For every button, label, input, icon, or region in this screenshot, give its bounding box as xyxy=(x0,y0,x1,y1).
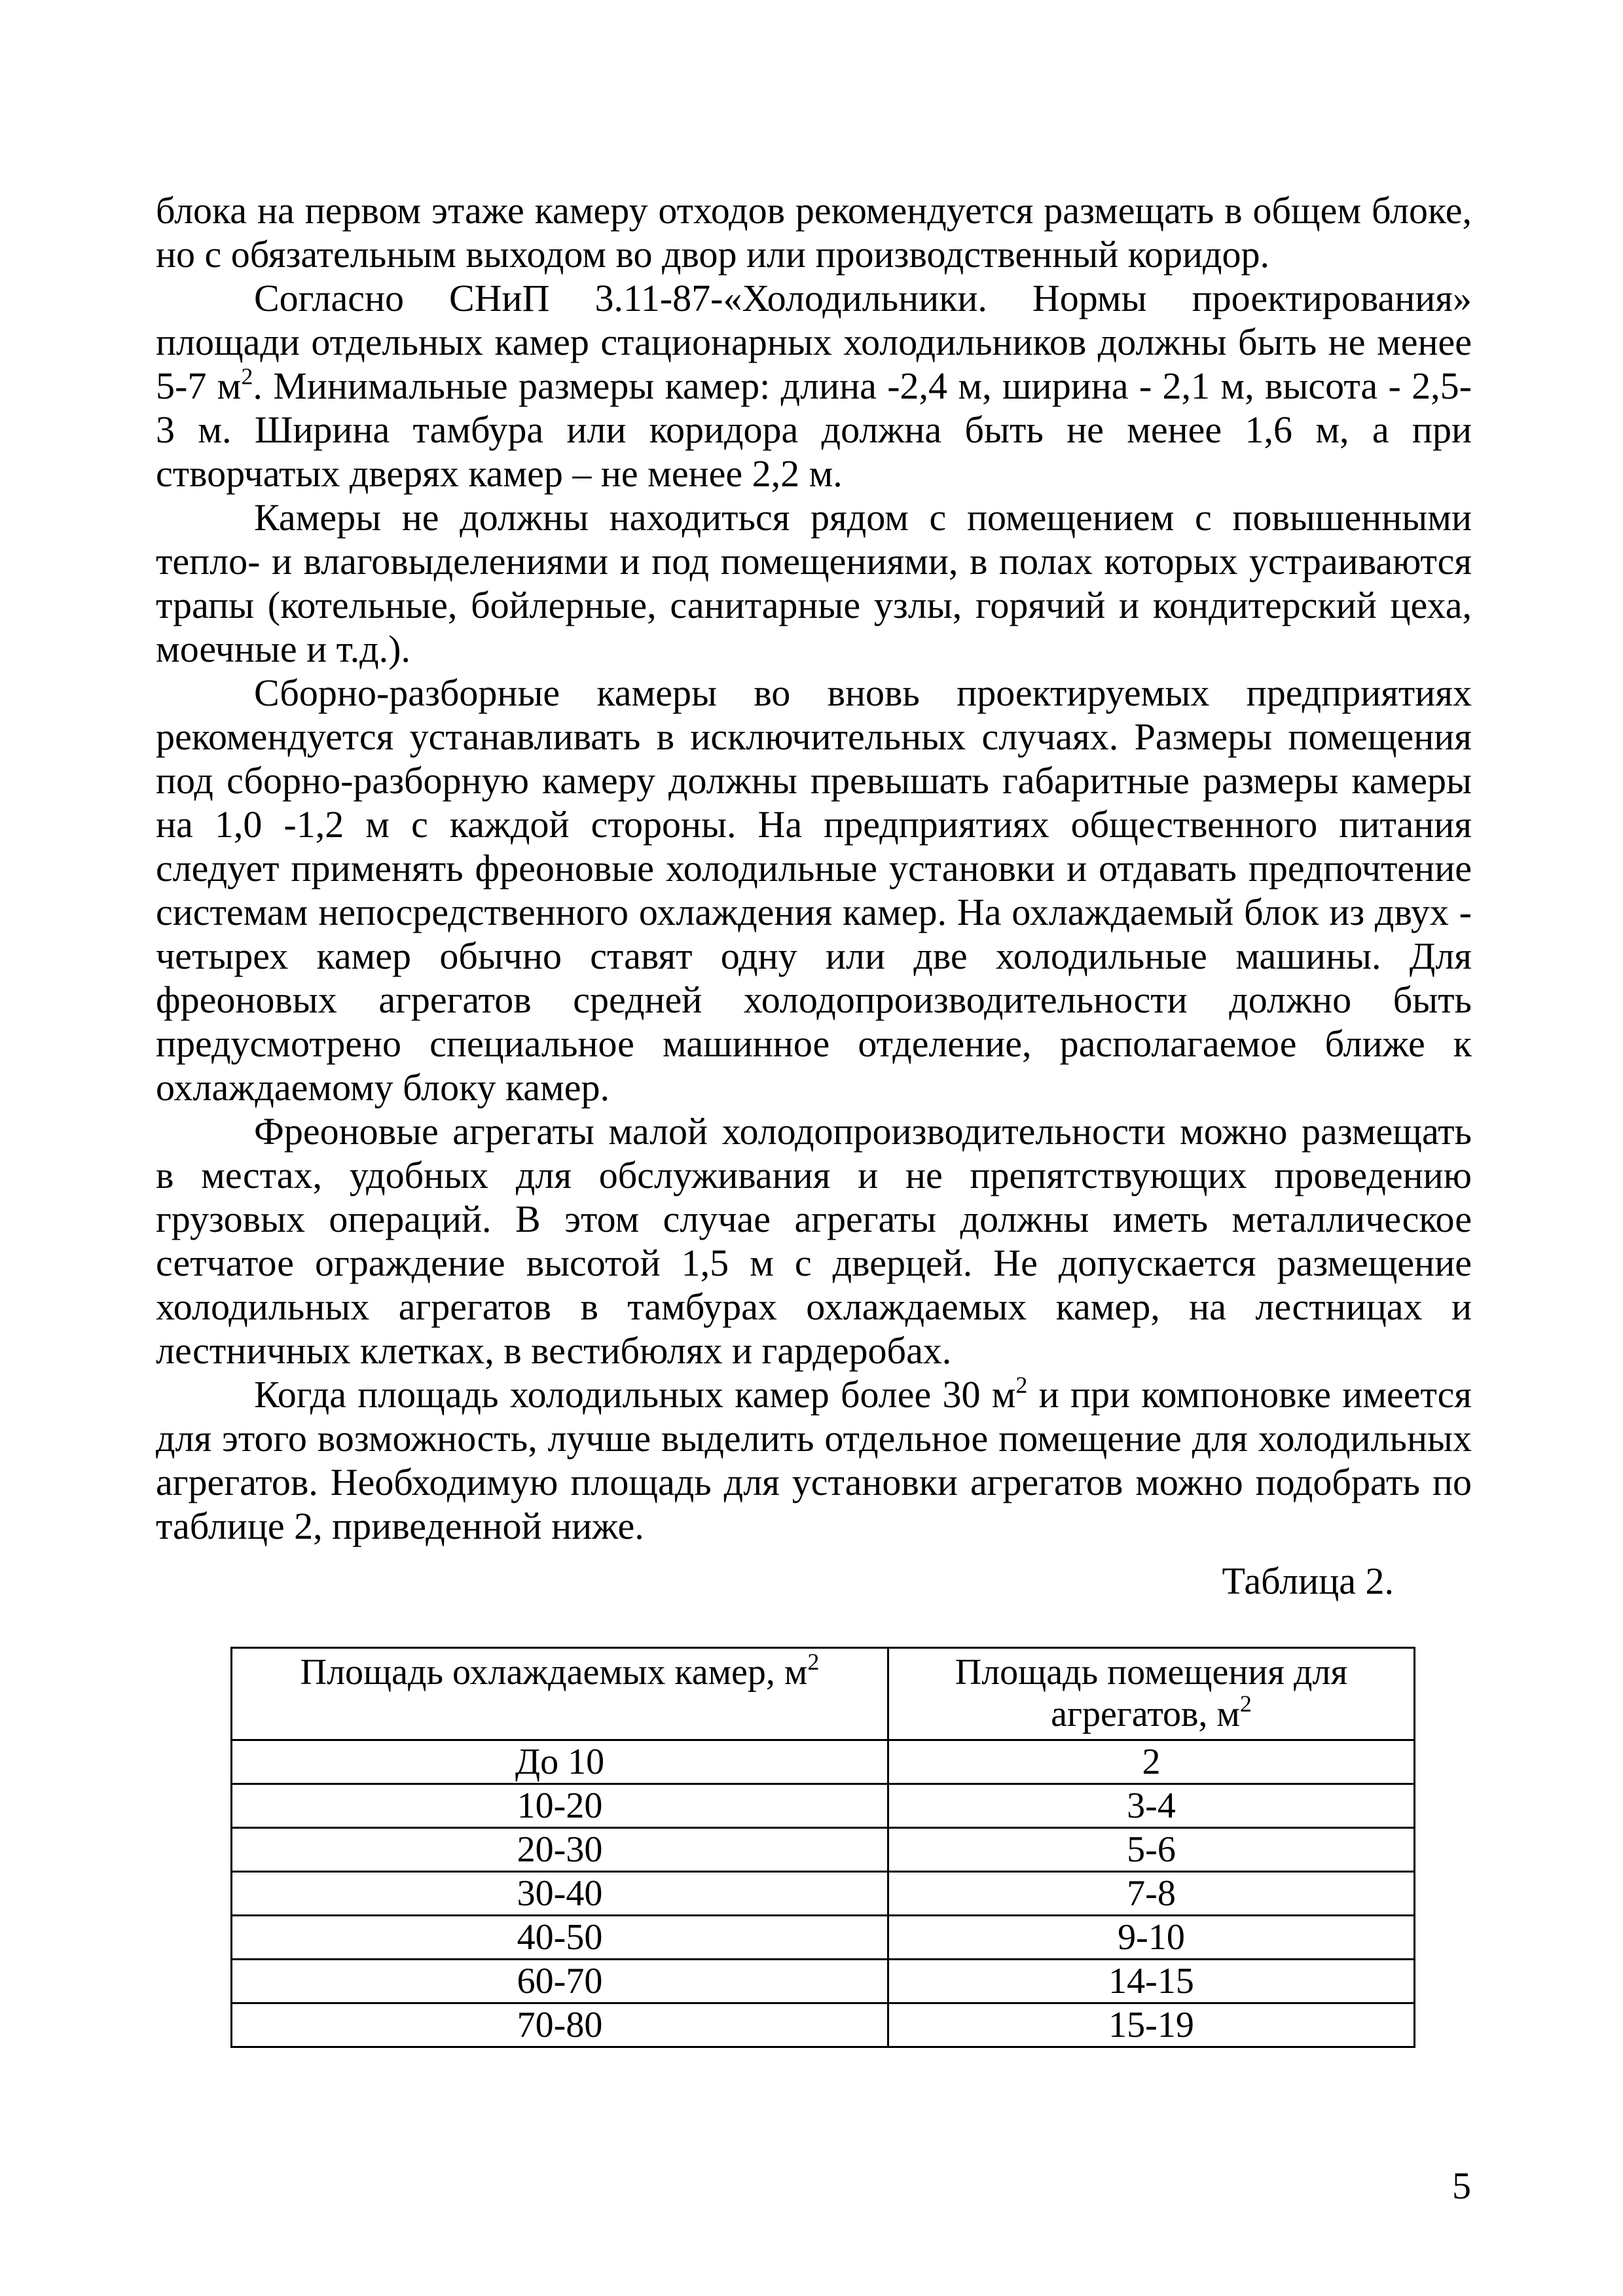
header-unit-room-area: Площадь помещения для агрегатов, $м^2$ xyxy=(888,1648,1415,1740)
paragraph-6-text: Когда площадь холодильных камер более 30 м xyxy=(254,1373,1016,1416)
table-row xyxy=(232,1872,1415,1916)
header-cooled-area: Площадь охлаждаемых камер, $м^2$ xyxy=(232,1648,888,1740)
paragraph-6-text-cont: и при компоновке имеется для этого возможность, лучше выделить отдельное помещение для холодильных агрегатов. Необходимую площадь для установки агрегатов можно подобрать по таблице 2, приведенной ниже. xyxy=(156,1373,1472,1547)
table-cell: 60-70 xyxy=(232,1960,888,2003)
table-cell: 10-20 xyxy=(232,1784,888,1828)
table-cell: 14-15 xyxy=(888,1960,1415,2003)
paragraph-5: Фреоновые агрегаты малой холодопроизводительности можно размещать в местах, удобных для обслуживания и не препятствующих проведению грузовых операций. В этом случае агрегаты должны иметь металлическое сетчатое ограждение высотой 1,5 м с дверцей. Не допускается размещение холодильных агрегатов в тамбурах охлаждаемых камер, на лестницах и лестничных клетках, в вестибюлях и гардеробах. xyxy=(156,1110,1472,1372)
table-row xyxy=(232,1916,1415,1960)
paragraph-1: блока на первом этаже камеру отходов рекомендуется размещать в общем блоке, но с обязательным выходом во двор или производственный коридор. xyxy=(156,189,1472,276)
table-cell: 30-40 xyxy=(232,1872,888,1916)
table-cell: До 10 xyxy=(232,1740,888,1784)
area-table xyxy=(230,1647,1415,2048)
paragraph-4: Сборно-разборные камеры во вновь проектируемых предприятиях рекомендуется устанавливать в исключительных случаях. Размеры помещения под сборно-разборную камеру должны превышать габаритные размеры камеры на 1,0 -1,2 м с каждой стороны. На предприятиях общественного питания следует применять фреоновые холодильные установки и отдавать предпочтение системам непосредственного охлаждения камер. На охлаждаемый блок из двух - четырех камер обычно ставят одну или две холодильные машины. Для фреоновых агрегатов средней холодопроизводительности должно быть предусмотрено специальное машинное отделение, располагаемое ближе к охлаждаемому блоку камер. xyxy=(156,672,1472,1109)
table-row xyxy=(232,1784,1415,1828)
table-row xyxy=(232,1960,1415,2003)
table-row xyxy=(232,1828,1415,1872)
table-header-row xyxy=(232,1648,1415,1740)
table-cell: 9-10 xyxy=(888,1916,1415,1960)
body-text xyxy=(156,188,1472,1548)
table-cell: 3-4 xyxy=(888,1784,1415,1828)
table-cell: 5-6 xyxy=(888,1828,1415,1872)
paragraph-6 xyxy=(156,1372,1472,1548)
table-row xyxy=(232,2003,1415,2047)
table-cell: 7-8 xyxy=(888,1872,1415,1916)
paragraph-3: Камеры не должны находиться рядом с помещением с повышенными тепло- и влаговыделениями и под помещениями, в полах которых устраиваются трапы (котельные, бойлерные, санитарные узлы, горячий и кондитерский цеха, моечные и т.д.). xyxy=(156,496,1472,670)
superscript-2: 2 xyxy=(241,363,253,389)
table-cell: 15-19 xyxy=(888,2003,1415,2047)
paragraph-2-text: Согласно СНиП 3.11-87-«Холодильники. Нормы проектирования» площади отдельных камер стационарных холодильников должны быть не менее 5-7 м xyxy=(156,277,1472,407)
table-cell: 2 xyxy=(888,1740,1415,1784)
page-number: 5 xyxy=(1452,2164,1471,2207)
table-row xyxy=(232,1740,1415,1784)
table-caption: Таблица 2. xyxy=(1222,1560,1394,1602)
table-cell: 20-30 xyxy=(232,1828,888,1872)
paragraph-2 xyxy=(156,276,1472,495)
table-cell: 70-80 xyxy=(232,2003,888,2047)
paragraph-2-text-cont: . Минимальные размеры камер: длина -2,4 м, ширина - 2,1 м, высота - 2,5-3 м. Ширина тамбура или коридора должна быть не менее 1,6 м, а при створчатых дверях камер – не менее 2,2 м. xyxy=(156,365,1472,495)
table-cell: 40-50 xyxy=(232,1916,888,1960)
superscript-2: 2 xyxy=(1015,1372,1028,1398)
